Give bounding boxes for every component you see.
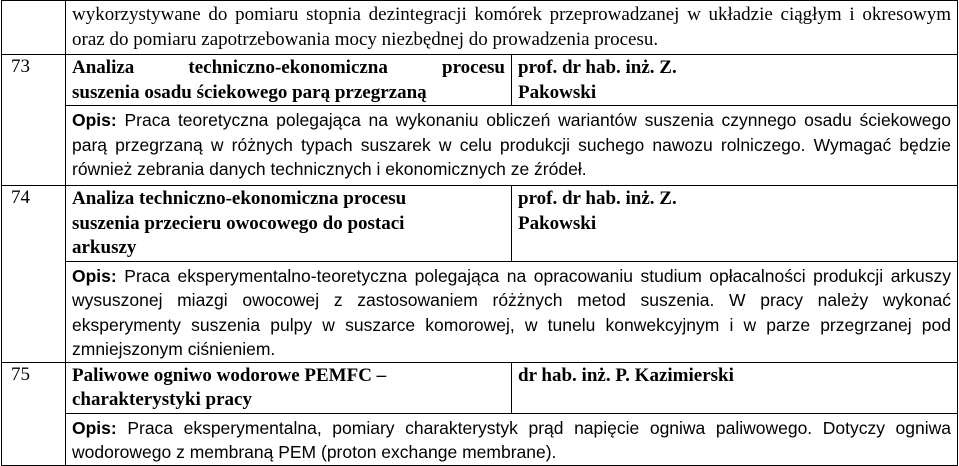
supervisor-line: Pakowski bbox=[518, 81, 597, 103]
topic-title bbox=[66, 55, 512, 106]
topic-title-line: Paliwowe ogniwo wodorowe PEMFC – bbox=[72, 364, 387, 386]
supervisor-line: dr hab. inż. P. Kazimierski bbox=[518, 364, 734, 386]
table-row bbox=[2, 261, 958, 362]
topic-title-line: Analiza techniczno-ekonomiczna procesu bbox=[72, 188, 407, 209]
description-label: Opis: bbox=[72, 417, 117, 438]
topic-title-line: suszenia osadu ściekowego parą przegrzaną bbox=[72, 81, 427, 103]
supervisor-line: Pakowski bbox=[518, 212, 597, 234]
row-number: 75 bbox=[2, 362, 66, 465]
supervisor bbox=[512, 362, 958, 413]
supervisor bbox=[512, 55, 958, 106]
topic-description bbox=[66, 106, 958, 186]
description-text: Praca eksperymentalno-teoretyczna polegająca na opracowaniu studium opłacalności produkcji arkuszy wysuszonej miazgi owocowej z zastosowaniem różżnych metod suszenia. W pracy należy wykonać eksperymenty suszenia pulpy w suszarce komorowej, w tunelu konwekcyjnym i w parze przegrzanej pod zmniejszonym ciśnieniem. bbox=[72, 265, 951, 359]
supervisor-line: prof. dr hab. inż. Z. bbox=[518, 57, 677, 78]
topic-description bbox=[66, 261, 958, 362]
topics-table bbox=[1, 0, 958, 466]
topic-title-line: arkuszy bbox=[72, 237, 137, 258]
table-row bbox=[2, 362, 958, 413]
table-row bbox=[2, 106, 958, 186]
topic-description bbox=[66, 413, 958, 465]
row-number: 74 bbox=[2, 186, 66, 363]
row-number-empty bbox=[2, 1, 66, 55]
topic-title-line: charakterystyki pracy bbox=[72, 389, 252, 410]
topic-title-line: Analiza techniczno-ekonomiczna procesu bbox=[72, 57, 505, 78]
continuation-text bbox=[66, 1, 958, 55]
table-row bbox=[2, 1, 958, 55]
table-row bbox=[2, 186, 958, 262]
topic-title bbox=[66, 362, 512, 413]
description-text: Praca eksperymentalna, pomiary charakterystyk prąd napięcie ogniwa paliwowego. Dotyczy ogniwa wodorowego z membraną PEM (proton exchange membrane). bbox=[72, 417, 951, 462]
table-row bbox=[2, 55, 958, 106]
topic-title bbox=[66, 186, 512, 262]
topic-title-line: suszenia przecieru owocowego do postaci bbox=[72, 212, 405, 234]
description-label: Opis: bbox=[72, 265, 117, 286]
description-text: Praca teoretyczna polegająca na wykonaniu obliczeń wariantów suszenia czynnego osadu ściekowego parą przegrzaną w różnych typach suszarek w celu produkcji suchego nawozu rolniczego. Wymagać będzie również zebrania danych technicznych i ekonomicznych ze źródeł. bbox=[72, 110, 951, 179]
row-number: 73 bbox=[2, 55, 66, 186]
supervisor bbox=[512, 186, 958, 262]
description-label: Opis: bbox=[72, 110, 117, 130]
continuation-text-content: wykorzystywane do pomiaru stopnia dezintegracji komórek przeprowadzanej w układzie ciągłym i okresowym oraz do pomiaru zapotrzebowania mocy niezbędnej do prowadzenia procesu. bbox=[72, 4, 951, 50]
supervisor-line: prof. dr hab. inż. Z. bbox=[518, 188, 677, 209]
table-row bbox=[2, 413, 958, 465]
